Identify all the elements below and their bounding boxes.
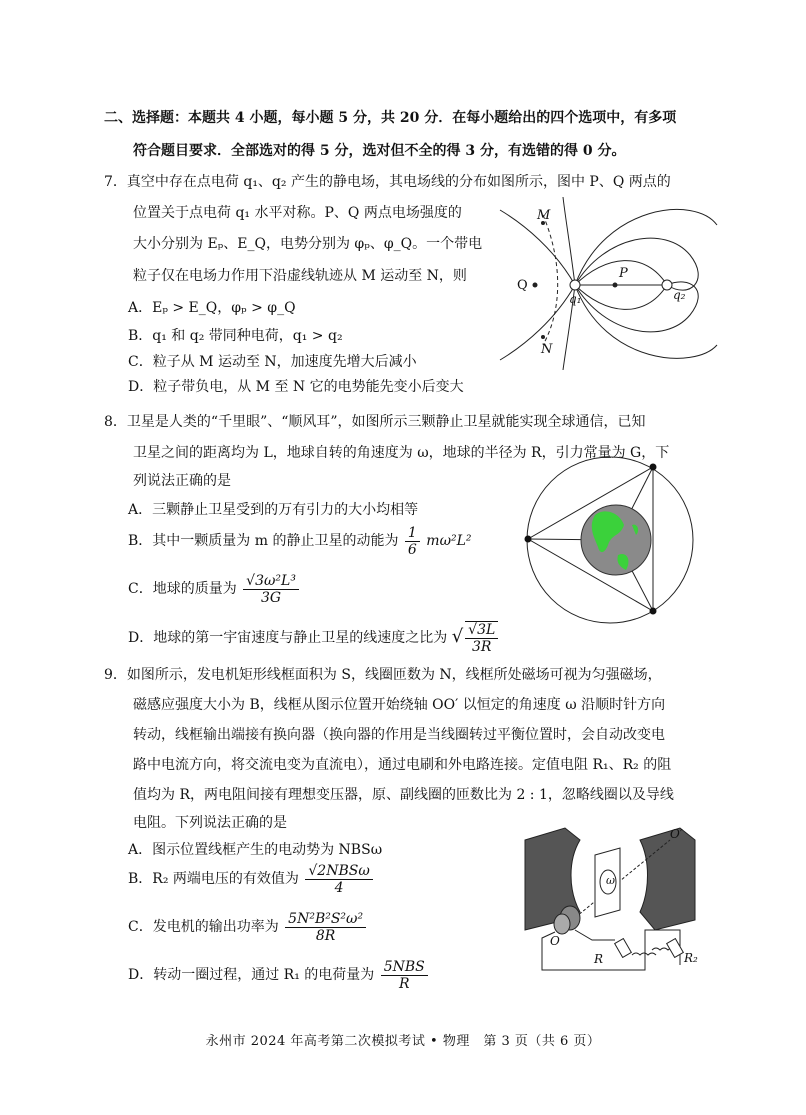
section-instructions: 符合题目要求．全部选对的得 5 分，选对但不全的得 3 分，有选错的得 0 分。 <box>133 143 626 159</box>
satellite-3 <box>650 608 657 615</box>
frac-den: 6 <box>407 541 417 558</box>
q7-stem-line4: 粒子仅在电场力作用下沿虚线轨迹从 M 运动至 N，则 <box>133 268 467 284</box>
q7-option-b[interactable]: B．q₁ 和 q₂ 带同种电荷，q₁ > q₂ <box>128 328 343 344</box>
label-o-prime: O′ <box>670 827 683 841</box>
satellite-figure <box>520 455 700 625</box>
label-r: R <box>594 952 604 966</box>
page-footer: 永州市 2024 年高考第二次模拟考试 • 物理 第 3 页（共 6 页） <box>205 1034 601 1049</box>
q9-stem-line2: 磁感应强度大小为 B，线框从图示位置开始绕轴 OO′ 以恒定的角速度 ω 沿顺时针方向 <box>133 697 666 713</box>
q7-stem-line2: 位置关于点电荷 q₁ 水平对称。P、Q 两点电场强度的 <box>133 205 462 221</box>
q8-option-b-tail: mω²L² <box>426 533 472 549</box>
frac-den: 8R <box>315 927 336 944</box>
q9-option-d[interactable] <box>128 958 430 992</box>
generator-figure <box>520 820 700 980</box>
q9-option-a[interactable]: A．图示位置线框产生的电动势为 NBSω <box>128 842 383 858</box>
q8-option-c-text: C．地球的质量为 <box>128 581 237 597</box>
q9-stem-line6: 电阻。下列说法正确的是 <box>133 815 287 831</box>
frac-num: 1 <box>405 525 420 542</box>
section-title: 二、选择题：本题共 4 小题，每小题 5 分，共 20 分．在每小题给出的四个选项中，有多项 <box>104 110 677 126</box>
q7-option-a[interactable]: A．Eₚ > E_Q，φₚ > φ_Q <box>128 300 296 316</box>
label-p: P <box>619 266 628 281</box>
label-q2: q₂ <box>673 288 686 302</box>
electric-field-figure <box>495 195 720 370</box>
label-q1: q₁ <box>569 292 582 306</box>
satellite-2 <box>525 536 532 543</box>
q8-option-d[interactable]: D．地球的第一宇宙速度与静止卫星的线速度之比为 √ $\frac{√3L}{3R}$ <box>128 620 500 655</box>
q9-option-c[interactable] <box>128 910 368 944</box>
q9-option-d-text: D．转动一圈过程，通过 R₁ 的电荷量为 <box>128 967 375 983</box>
label-m: M <box>537 208 551 223</box>
q8-option-d-fraction <box>465 621 498 655</box>
q9-stem-line4: 路中电流方向，将交流电变为直流电），通过电刷和外电路连接。定值电阻 R₁、R₂ 的阻 <box>133 757 672 773</box>
q7-stem-line3: 大小分别为 Eₚ、E_Q，电势分别为 φₚ、φ_Q。一个带电 <box>133 236 483 252</box>
frac-num: √3L <box>465 622 498 639</box>
frac-den: R <box>398 975 410 992</box>
q9-option-c-text: C．发电机的输出功率为 <box>128 919 279 935</box>
q8-option-a[interactable]: A．三颗静止卫星受到的万有引力的大小均相等 <box>128 502 419 518</box>
q7-option-c[interactable]: C．粒子从 M 运动至 N，加速度先增大后减小 <box>128 354 417 370</box>
q7-option-d[interactable]: D．粒子带负电，从 M 至 N 它的电势能先变小后变大 <box>128 379 464 395</box>
q8-option-b[interactable] <box>128 524 472 558</box>
q8-stem-line2: 卫星之间的距离均为 L，地球自转的角速度为 ω，地球的半径为 R，引力常量为 G，下 <box>133 445 670 461</box>
satellite-1 <box>650 464 657 471</box>
label-n: N <box>541 342 553 357</box>
q8-option-c[interactable] <box>128 572 301 606</box>
frac-den: 4 <box>334 879 344 896</box>
q8-option-d-text: D．地球的第一宇宙速度与静止卫星的线速度之比为 <box>128 630 448 646</box>
q9-stem-line1: 9．如图所示，发电机矩形线框面积为 S，线圈匝数为 N，线框所处磁场可视为匀强磁场， <box>104 667 662 683</box>
frac-num: √2NBSω <box>305 863 372 880</box>
label-o: O <box>550 934 560 948</box>
frac-num: 5NBS <box>381 959 428 976</box>
q9-stem-line5: 值均为 R，两电阻间接有理想变压器，原、副线圈的匝数比为 2 : 1，忽略线圈以及导线 <box>133 787 674 803</box>
q8-stem-line1: 8．卫星是人类的“千里眼”、“顺风耳”，如图所示三颗静止卫星就能实现全球通信，已知 <box>104 414 646 430</box>
q9-option-b-fraction <box>305 863 372 896</box>
frac-den: 3R <box>472 639 492 655</box>
q9-option-b[interactable] <box>128 862 375 896</box>
frac-den: 3G <box>261 589 282 606</box>
label-omega: ω <box>606 874 615 887</box>
q8-option-b-text: B．其中一颗质量为 m 的静止卫星的动能为 <box>128 533 399 549</box>
q7-stem-line1: 7．真空中存在点电荷 q₁、q₂ 产生的静电场，其电场线的分布如图所示，图中 P、Q 两点的 <box>104 174 671 190</box>
q9-stem-line3: 转动，线框输出端接有换向器（换向器的作用是当线圈转过平衡位置时，会自动改变电 <box>133 727 665 743</box>
q9-option-c-fraction <box>285 911 366 944</box>
frac-num: 5N²B²S²ω² <box>285 911 366 928</box>
label-r2: R₂ <box>684 951 698 965</box>
q8-option-c-fraction <box>243 573 299 606</box>
q8-stem-line3: 列说法正确的是 <box>133 473 231 489</box>
q9-option-d-fraction <box>381 959 428 992</box>
label-q: Q <box>517 278 528 293</box>
q8-option-b-fraction <box>405 525 420 558</box>
q9-option-b-text: B．R₂ 两端电压的有效值为 <box>128 871 299 887</box>
frac-num: √3ω²L³ <box>243 573 299 590</box>
